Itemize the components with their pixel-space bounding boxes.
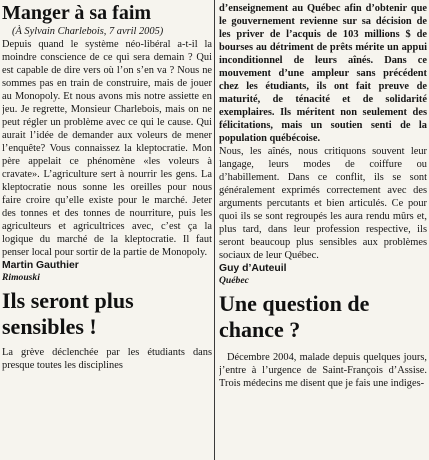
letter-headline-manger: Manger à sa faim [2,2,152,24]
signature-place-quebec: Québec [219,275,249,286]
letter-dateline: (À Sylvain Charlebois, 7 avril 2005) [12,26,164,37]
signature-name-gauthier: Martin Gauthier [2,260,79,271]
letter-body-manger: Depuis quand le système néo-libéral a-t-il la moindre conscience de ce qui sera demain ? Qui est capable de dire vers où l’on s’en va ? Nous ne sommes pas en train de construire, mais de jouer au Monopoly. Et nous avons mis notre assiette en jeu. Je regrette, Monsieur Charlebois, mais on ne peut régler un problème avec ce qui le cause. Qui aurait l’idée de demander aux voleurs de mener l’enquête? Vous connaissez la kleptocratie. Mon père appelait ce phénomène «les voleurs à cravate». L’agriculture sert à nourrir les gens. La kleptocratie nous sonne les oreilles pour nous faire croire qu’elle existe pour le marché. Jeter des tonnes et des tonnes de nourriture, puis les agriculteurs et agricultrices avec, c’est ça la logique du marché de la kleptocratie. Il faut penser local pour sortir de la partie de Monopoly. [2,39,212,258]
letter-body-sensibles-paragraph2: Nous, les aînés, nous critiquons souvent leur langage, leurs modes de coiffure ou d’habillement. Dans ce conflit, ils se sont généralement exprimés correctement avec des arguments percutants et bien articulés. Ce pour quoi ils se sont regroupés les aura rendu mûrs et, plus tard, dans leur profession respective, ils seront beaucoup plus sensibles aux problèmes sociaux de leur Québec. [219,146,427,261]
column-divider [214,0,215,460]
signature-place-rimouski: Rimouski [2,272,40,283]
left-column [2,2,212,458]
right-column [219,2,427,458]
letter-body-chance: Décembre 2004, malade depuis quelques jours, j’entre à l’urgence de Saint-François d’Assise. Trois médecins me disent que je fais une indiges- [219,352,427,389]
letter-body-sensibles-continued: d’enseignement au Québec afin d’obtenir que le gouvernement revienne sur sa décision de les priver de l’acquis de 103 millions $ de bourses au détriment de prêts mérite un appui inconditionnel de leurs aînés. Dans ce mouvement d’une ampleur sans précédent chez les étudiants, ils ont fait preuve de maturité, de ténacité et de solidarité exemplaires. Ils méritent non seulement des félicitations, mais un soutien senti de la population québécoise. [219,3,427,144]
letter-headline-chance: Une question de chance ? [219,291,370,342]
letter-headline-sensibles: Ils seront plus sensibles ! [2,288,134,339]
letter-body-sensibles-start: La grève déclenchée par les étudiants dans presque toutes les disciplines [2,347,212,371]
signature-name-dauteuil: Guy d’Auteuil [219,263,287,274]
